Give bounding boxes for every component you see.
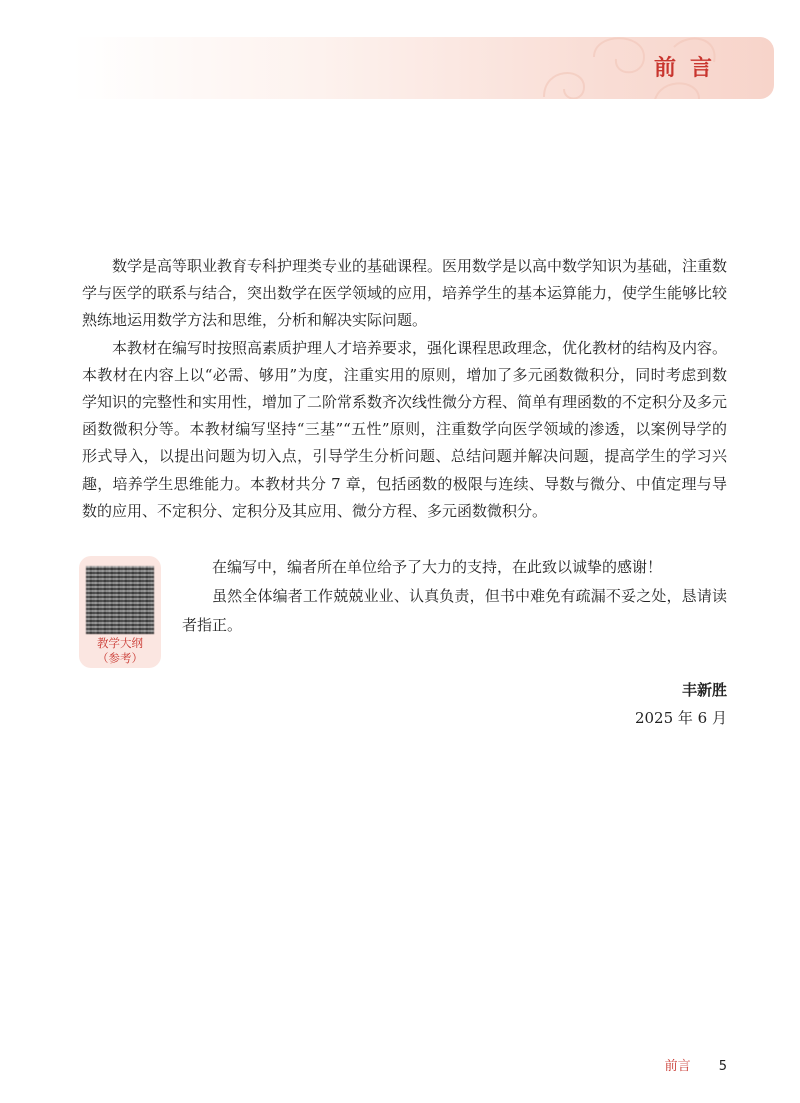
qr-label: 教学大纲: [97, 636, 143, 650]
header-band: [72, 37, 774, 99]
page-number: 5: [718, 1059, 727, 1074]
body-paragraph: 本教材在编写时按照高素质护理人才培养要求，强化课程思政理念，优化教材的结构及内容。本教材在内容上以“必需、够用”为度，注重实用的原则，增加了多元函数微积分，同时考虑到数学知识的完整性和实用性，增加了二阶常系数齐次线性微分方程、简单有理函数的不定积分及多元函数微积分等。本教材编写坚持“三基”“五性”原则，注重数学向医学领域的渗透，以案例导学的形式导入，以提出问题为切入点，引导学生分析问题、总结问题并解决问题，提高学生的学习兴趣，培养学生思维能力。本教材共分 7 章，包括函数的极限与连续、导数与微分、中值定理与导数的应用、不定积分、定积分及其应用、微分方程、多元函数微积分。: [82, 338, 728, 520]
preface-body: [82, 253, 727, 525]
thanks-paragraph: 虽然全体编者工作兢兢业业、认真负责，但书中难免有疏漏不妥之处，恳请读者指正。: [182, 587, 727, 634]
page-title: 前言: [653, 56, 726, 81]
signature-block: [635, 676, 727, 732]
syllabus-qr-card[interactable]: [79, 556, 161, 668]
body-paragraph: 数学是高等职业教育专科护理类专业的基础课程。医用数学是以高中数学知识为基础，注重数学与医学的联系与结合，突出数学在医学领域的应用，培养学生的基本运算能力，使学生能够比较熟练地运用数学方法和思维，分析和解决实际问题。: [82, 257, 728, 330]
footer-section-title: 前言: [664, 1059, 691, 1074]
acknowledgement: [182, 553, 727, 640]
thanks-paragraph: 在编写中，编者所在单位给予了大力的支持，在此致以诚挚的感谢！: [212, 558, 663, 576]
qr-code[interactable]: [86, 566, 154, 634]
qr-sublabel: （参考）: [97, 651, 143, 665]
author-name: 丰新胜: [681, 681, 727, 699]
signature-date: 2025 年 6 月: [634, 709, 727, 727]
page-footer: [665, 1055, 727, 1074]
